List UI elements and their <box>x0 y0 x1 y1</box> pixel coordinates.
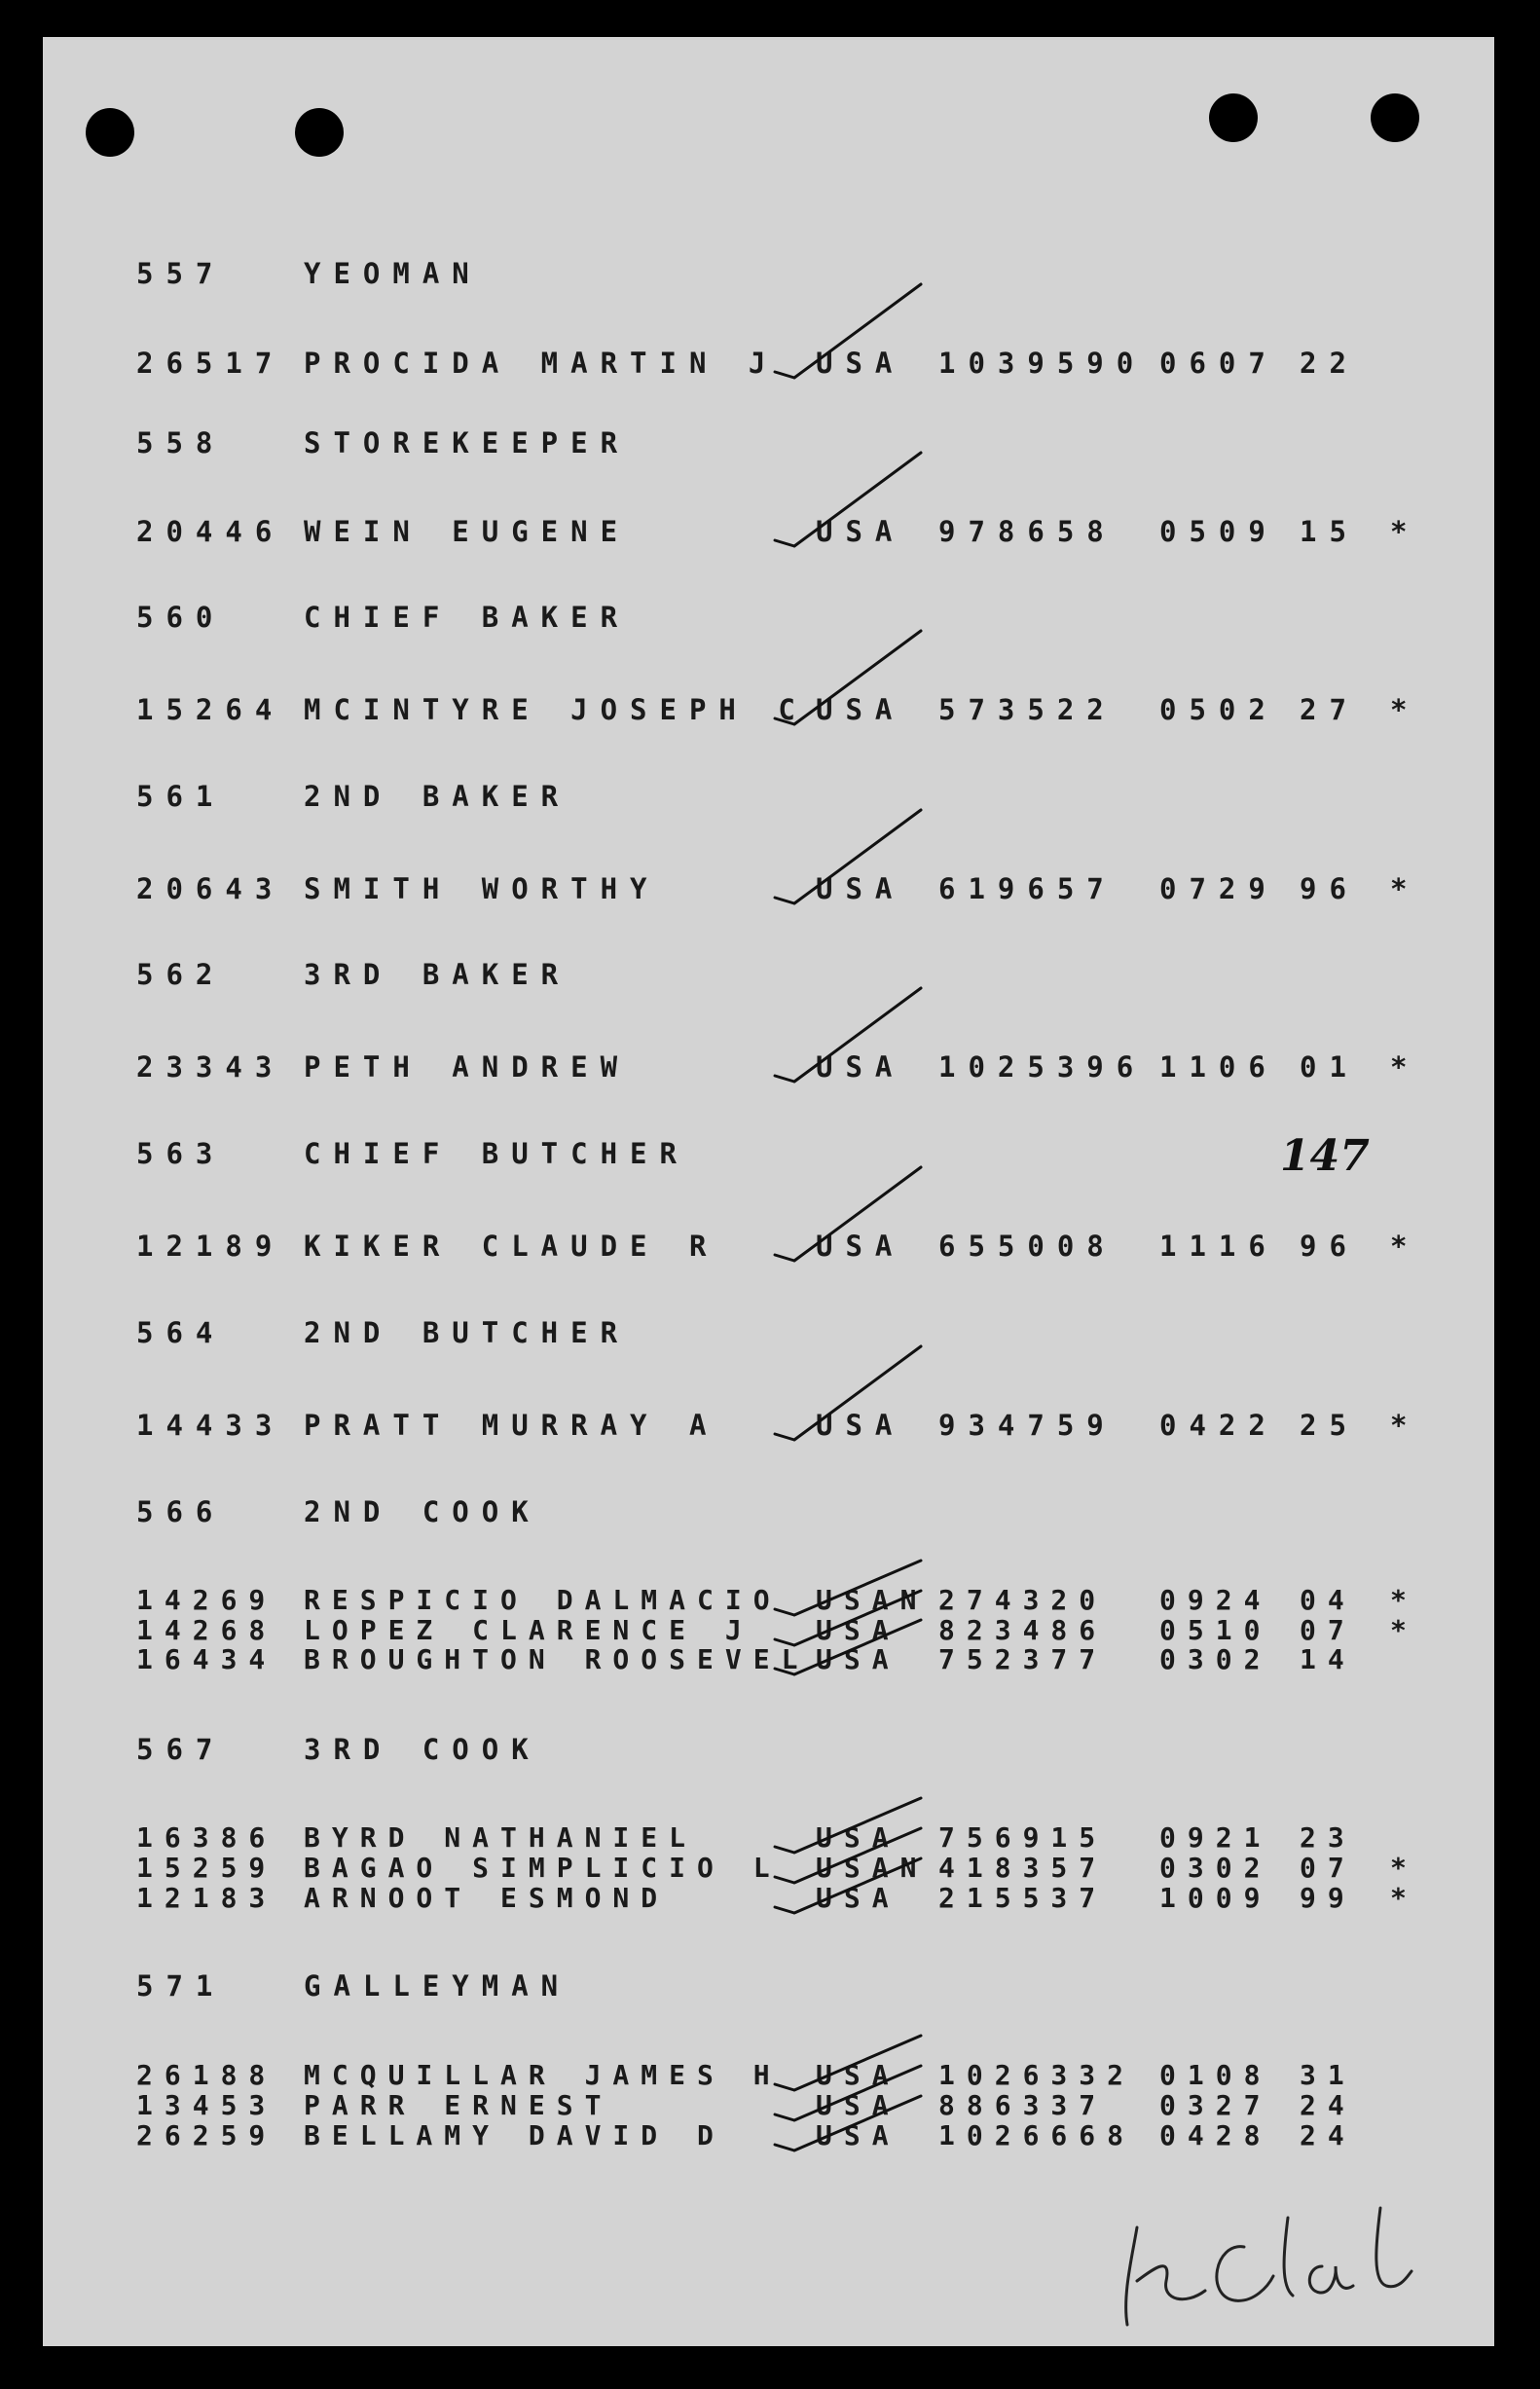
asterisk-mark: * <box>1390 515 1420 548</box>
rating-title: STOREKEEPER <box>304 426 631 459</box>
service-number: 655008 <box>938 1230 1117 1263</box>
punch-hole-icon <box>1209 93 1258 142</box>
year-code: 25 <box>1300 1409 1359 1442</box>
asterisk-mark: * <box>1390 1584 1418 1616</box>
entry-id: 14269 <box>136 1584 277 1616</box>
crew-name: PETH ANDREW <box>304 1050 631 1084</box>
date-code: 0327 <box>1159 2089 1272 2121</box>
nationality: USAN <box>816 1584 929 1616</box>
rating-code: 561 <box>136 780 226 813</box>
year-code: 99 <box>1300 1882 1356 1914</box>
service-number: 1026668 <box>938 2119 1136 2151</box>
rating-title: CHIEF BUTCHER <box>304 1137 689 1170</box>
page-number: 147 <box>1280 1131 1370 1181</box>
entry-id: 15264 <box>136 693 285 726</box>
rating-title: CHIEF BAKER <box>304 601 631 634</box>
nationality: USA <box>816 347 905 380</box>
rating-header <box>43 1733 1494 1768</box>
document-page <box>43 37 1494 2346</box>
year-code: 96 <box>1300 1230 1359 1263</box>
year-code: 15 <box>1300 515 1359 548</box>
service-number: 573522 <box>938 693 1117 726</box>
date-code: 1009 <box>1159 1882 1272 1914</box>
date-code: 0924 <box>1159 1584 1272 1616</box>
crew-entry <box>43 1882 1494 1914</box>
crew-name: KIKER CLAUDE R <box>304 1230 719 1263</box>
rating-header <box>43 1969 1494 2004</box>
crew-name: MCQUILLAR JAMES H <box>304 2059 782 2091</box>
nationality: USA <box>816 2089 900 2121</box>
rating-code: 563 <box>136 1137 226 1170</box>
entry-id: 13453 <box>136 2089 277 2121</box>
date-code: 0510 <box>1159 1614 1272 1646</box>
crew-name: BELLAMY DAVID D <box>304 2119 725 2151</box>
punch-hole-icon <box>86 108 134 157</box>
year-code: 23 <box>1300 1821 1356 1854</box>
nationality: USA <box>816 693 905 726</box>
entry-id: 16434 <box>136 1643 277 1675</box>
rating-code: 560 <box>136 601 226 634</box>
entry-id: 26259 <box>136 2119 277 2151</box>
crew-name: PRATT MURRAY A <box>304 1409 719 1442</box>
nationality: USA <box>816 1614 900 1646</box>
year-code: 22 <box>1300 347 1359 380</box>
entry-id: 26188 <box>136 2059 277 2091</box>
service-number: 274320 <box>938 1584 1108 1616</box>
crew-name: BAGAO SIMPLICIO L <box>304 1852 782 1884</box>
service-number: 619657 <box>938 872 1117 905</box>
date-code: 0509 <box>1159 515 1278 548</box>
entry-id: 20446 <box>136 515 285 548</box>
year-code: 27 <box>1300 693 1359 726</box>
nationality: USA <box>816 1882 900 1914</box>
crew-entry <box>43 872 1494 907</box>
entry-id: 14268 <box>136 1614 277 1646</box>
service-number: 823486 <box>938 1614 1108 1646</box>
asterisk-mark: * <box>1390 693 1420 726</box>
nationality: USA <box>816 2059 900 2091</box>
date-code: 0502 <box>1159 693 1278 726</box>
rating-code: 567 <box>136 1733 226 1766</box>
date-code: 0729 <box>1159 872 1278 905</box>
entry-id: 20643 <box>136 872 285 905</box>
rating-header <box>43 780 1494 815</box>
service-number: 1025396 <box>938 1050 1147 1084</box>
year-code: 14 <box>1300 1643 1356 1675</box>
rating-title: 2ND BAKER <box>304 780 571 813</box>
date-code: 0607 <box>1159 347 1278 380</box>
asterisk-mark: * <box>1390 1409 1420 1442</box>
year-code: 24 <box>1300 2119 1356 2151</box>
nationality: USA <box>816 872 905 905</box>
punch-hole-icon <box>295 108 344 157</box>
crew-entry <box>43 1050 1494 1085</box>
date-code: 1106 <box>1159 1050 1278 1084</box>
year-code: 01 <box>1300 1050 1359 1084</box>
date-code: 1116 <box>1159 1230 1278 1263</box>
handwritten-signature <box>1098 2188 1419 2334</box>
date-code: 0921 <box>1159 1821 1272 1854</box>
year-code: 96 <box>1300 872 1359 905</box>
year-code: 07 <box>1300 1852 1356 1884</box>
year-code: 24 <box>1300 2089 1356 2121</box>
date-code: 0428 <box>1159 2119 1272 2151</box>
asterisk-mark: * <box>1390 1614 1418 1646</box>
rating-title: GALLEYMAN <box>304 1969 571 2003</box>
service-number: 756915 <box>938 1821 1108 1854</box>
rating-title: YEOMAN <box>304 257 482 290</box>
rating-header <box>43 1316 1494 1351</box>
entry-id: 23343 <box>136 1050 285 1084</box>
rating-title: 2ND BUTCHER <box>304 1316 631 1349</box>
year-code: 31 <box>1300 2059 1356 2091</box>
year-code: 07 <box>1300 1614 1356 1646</box>
rating-title: 3RD COOK <box>304 1733 541 1766</box>
date-code: 0302 <box>1159 1852 1272 1884</box>
crew-name: SMITH WORTHY <box>304 872 660 905</box>
asterisk-mark: * <box>1390 1230 1420 1263</box>
rating-code: 562 <box>136 958 226 991</box>
nationality: USA <box>816 1409 905 1442</box>
rating-header <box>43 601 1494 636</box>
crew-name: PARR ERNEST <box>304 2089 613 2121</box>
nationality: USAN <box>816 1852 929 1884</box>
crew-name: ARNOOT ESMOND <box>304 1882 670 1914</box>
asterisk-mark: * <box>1390 1852 1418 1884</box>
service-number: 1026332 <box>938 2059 1136 2091</box>
crew-entry <box>43 347 1494 382</box>
nationality: USA <box>816 1643 900 1675</box>
nationality: USA <box>816 2119 900 2151</box>
asterisk-mark: * <box>1390 872 1420 905</box>
entry-id: 14433 <box>136 1409 285 1442</box>
entry-id: 12189 <box>136 1230 285 1263</box>
asterisk-mark: * <box>1390 1050 1420 1084</box>
rating-title: 3RD BAKER <box>304 958 571 991</box>
crew-entry <box>43 2059 1494 2091</box>
service-number: 215537 <box>938 1882 1108 1914</box>
entry-id: 15259 <box>136 1852 277 1884</box>
rating-title: 2ND COOK <box>304 1495 541 1528</box>
asterisk-mark: * <box>1390 1882 1418 1914</box>
service-number: 1039590 <box>938 347 1147 380</box>
crew-name: LOPEZ CLARENCE J <box>304 1614 753 1646</box>
nationality: USA <box>816 515 905 548</box>
crew-entry <box>43 1643 1494 1675</box>
crew-name: BYRD NATHANIEL <box>304 1821 698 1854</box>
year-code: 04 <box>1300 1584 1356 1616</box>
service-number: 886337 <box>938 2089 1108 2121</box>
date-code: 0108 <box>1159 2059 1272 2091</box>
crew-name: WEIN EUGENE <box>304 515 631 548</box>
entry-id: 12183 <box>136 1882 277 1914</box>
service-number: 752377 <box>938 1643 1108 1675</box>
entry-id: 16386 <box>136 1821 277 1854</box>
crew-name: PROCIDA MARTIN J <box>304 347 779 380</box>
rating-header <box>43 1137 1494 1172</box>
rating-header <box>43 1495 1494 1530</box>
entry-id: 26517 <box>136 347 285 380</box>
crew-entry <box>43 515 1494 550</box>
rating-header <box>43 958 1494 993</box>
crew-entry <box>43 1584 1494 1616</box>
punch-hole-icon <box>1371 93 1419 142</box>
crew-name: MCINTYRE JOSEPH C <box>304 693 808 726</box>
rating-code: 566 <box>136 1495 226 1528</box>
crew-entry <box>43 1614 1494 1646</box>
date-code: 0422 <box>1159 1409 1278 1442</box>
rating-code: 557 <box>136 257 226 290</box>
crew-name: BROUGHTON ROOSEVEL <box>304 1643 810 1675</box>
rating-code: 564 <box>136 1316 226 1349</box>
crew-entry <box>43 1409 1494 1444</box>
nationality: USA <box>816 1050 905 1084</box>
crew-entry <box>43 2089 1494 2121</box>
crew-entry <box>43 2119 1494 2149</box>
service-number: 978658 <box>938 515 1117 548</box>
service-number: 418357 <box>938 1852 1108 1884</box>
rating-header <box>43 257 1494 292</box>
crew-entry <box>43 693 1494 728</box>
rating-code: 558 <box>136 426 226 459</box>
rating-code: 571 <box>136 1969 226 2003</box>
rating-header <box>43 426 1494 461</box>
crew-entry <box>43 1230 1494 1265</box>
crew-entry <box>43 1852 1494 1884</box>
crew-name: RESPICIO DALMACIO <box>304 1584 782 1616</box>
nationality: USA <box>816 1821 900 1854</box>
crew-entry <box>43 1821 1494 1854</box>
nationality: USA <box>816 1230 905 1263</box>
date-code: 0302 <box>1159 1643 1272 1675</box>
service-number: 934759 <box>938 1409 1117 1442</box>
